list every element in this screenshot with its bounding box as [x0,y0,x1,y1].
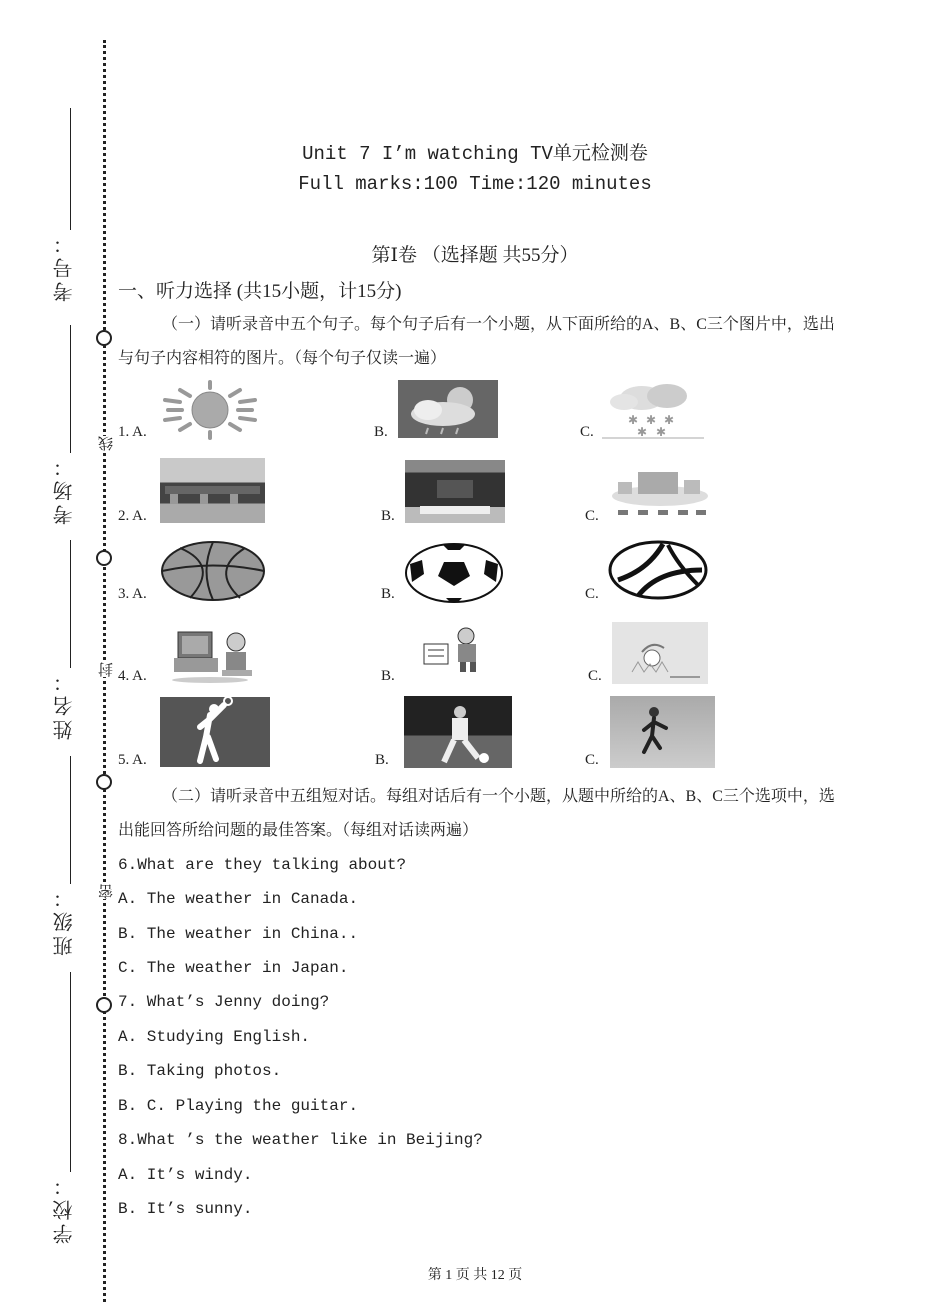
soccer-player-photo[interactable] [404,696,512,768]
question-6-option-c[interactable]: C. The weather in Japan. [118,959,349,977]
seal-label-secret: 密 [96,884,117,899]
svg-text:✱: ✱ [646,413,657,427]
section-b-instructions: （二）请听录音中五组短对话。每组对话后有一个小题，从题中所给的A、B、C三个选项中，选出能回答所给问题的最佳答案。（每组对话读两遍） [118,788,835,839]
boy-reading-drawing[interactable] [420,626,490,674]
part-one-title: 一、听力选择 (共15小题，计15分) [118,281,402,302]
binding-circle [96,997,112,1013]
question-7-option-c[interactable]: B. C. Playing the guitar. [118,1097,359,1115]
park-gate-photo[interactable] [405,460,505,523]
binding-circle [96,774,112,790]
station-photo[interactable] [160,458,265,523]
question-7-option-b[interactable]: B. Taking photos. [118,1062,282,1080]
question-6-stem: 6.What are they talking about? [118,856,407,874]
question-8-option-a[interactable]: A. It’s windy. [118,1166,253,1184]
binding-circle [96,550,112,566]
exam-room-label: 考场： [54,453,76,525]
question-8-stem: 8.What ’s the weather like in Beijing? [118,1131,483,1149]
q2-option-c: C. [585,508,599,524]
q5-label: 5. A. [118,752,147,768]
boy-tv-drawing[interactable] [170,628,260,684]
question-7-option-a[interactable]: A. Studying English. [118,1028,311,1046]
svg-text:✱: ✱ [637,425,648,439]
question-6-option-a[interactable]: A. The weather in Canada. [118,890,359,908]
question-8-option-b[interactable]: B. It’s sunny. [118,1200,253,1218]
seal-label-line: 线 [96,436,117,451]
q2-label: 2. A. [118,508,147,524]
soccer-ball-icon[interactable] [404,542,504,604]
exam-no-label: 考号： [54,230,76,302]
school-label: 学校： [54,1172,76,1244]
question-6-option-b[interactable]: B. The weather in China.. [118,925,359,943]
exam-no-line[interactable] [70,108,71,230]
snow-cloud-icon[interactable] [602,380,704,440]
q5-option-c: C. [585,752,599,768]
section-a-instructions: （一）请听录音中五个句子。每个句子后有一个小题，从下面所给的A、B、C三个图片中，选出与句子内容相符的图片。（每个句子仅读一遍） [118,316,835,367]
q4-option-c: C. [588,668,602,684]
svg-text:✱: ✱ [664,413,675,427]
q1-option-c: C. [580,424,594,440]
volume-title: 第Ⅰ卷 （选择题 共55分） [371,245,579,266]
school-line[interactable] [70,972,71,1172]
binding-circle [96,330,112,346]
page-footer: 第 1 页 共 12 页 [427,1268,523,1283]
q5-option-b: B. [375,752,389,768]
name-label: 姓名： [54,668,76,740]
badminton-silhouette[interactable] [160,697,270,767]
town-drawing[interactable] [608,462,713,522]
exam-room-line[interactable] [70,325,71,453]
q1-option-b: B. [374,424,388,440]
q1-label: 1. A. [118,424,147,440]
question-7-stem: 7. What’s Jenny doing? [118,993,330,1011]
svg-text:✱: ✱ [656,425,667,439]
class-line[interactable] [70,756,71,884]
volleyball-icon[interactable] [608,540,708,600]
class-label: 班级： [54,884,76,956]
exam-title: Unit 7 I’m watching TV单元检测卷 [302,143,648,165]
girl-swimming-drawing[interactable] [612,622,708,684]
q2-option-b: B. [381,508,395,524]
svg-text:✱: ✱ [628,413,639,427]
name-line[interactable] [70,540,71,668]
basketball-icon[interactable] [160,540,266,602]
q4-label: 4. A. [118,668,147,684]
q4-option-b: B. [381,668,395,684]
exam-subtitle: Full marks:100 Time:120 minutes [298,173,652,195]
skater-photo[interactable] [610,696,715,768]
seal-label-seal: 封 [96,662,117,677]
q3-option-b: B. [381,586,395,602]
q3-option-c: C. [585,586,599,602]
q3-label: 3. A. [118,586,147,602]
sun-icon[interactable] [160,380,260,440]
cloud-rain-icon[interactable] [398,380,498,438]
